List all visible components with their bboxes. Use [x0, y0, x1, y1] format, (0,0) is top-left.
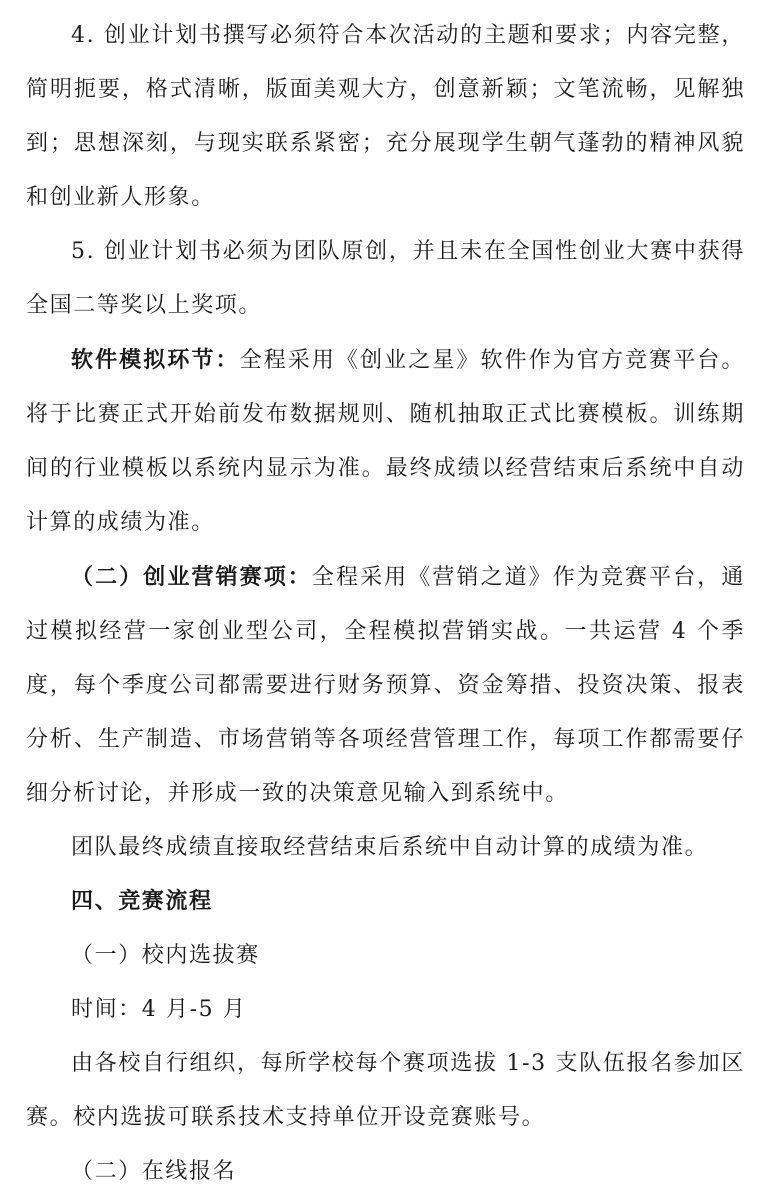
- software-simulation-label: 软件模拟环节：: [71, 347, 240, 373]
- section-heading-competition-process: 四、竞赛流程: [71, 889, 213, 914]
- marketing-track-text: 全程采用《营销之道》作为竞赛平台，通过模拟经营一家创业型公司，全程模拟营销实战。一共运营 4 个季度，每个季度公司都需要进行财务预算、资金筹措、投资决策、报表分析、生产制造、市场营销等各项经营管理工作，每项工作都需要仔细分析讨论，并形成一致的决策意见输入到系统中。: [26, 565, 745, 806]
- marketing-track-label: （二）创业营销赛项：: [71, 564, 312, 590]
- paragraph-plan-writing-requirements: 4. 创业计划书撰写必须符合本次活动的主题和要求；内容完整，简明扼要，格式清晰，版面美观大方，创意新颖；文笔流畅，见解独到；思想深刻，与现实联系紧密；充分展现学生朝气蓬勃的精神风貌和创业新人形象。: [26, 23, 745, 210]
- paragraph-plan-originality: 5. 创业计划书必须为团队原创，并且未在全国性创业大赛中获得全国二等奖以上奖项。: [26, 239, 745, 318]
- paragraph-marketing-track: [0, 550, 771, 821]
- paragraph-campus-organization: 由各校自行组织，每所学校每个赛项选拔 1-3 支队伍报名参加区赛。校内选拔可联系技术支持单位开设竞赛账号。: [26, 1051, 745, 1130]
- subheading-online-registration: （二）在线报名: [71, 1159, 237, 1184]
- paragraph-final-score: 团队最终成绩直接取经营结束后系统中自动计算的成绩为准。: [71, 835, 709, 860]
- paragraph-software-simulation: [0, 333, 771, 550]
- paragraph-time: 时间：4 月-5 月: [71, 997, 247, 1022]
- software-simulation-text: 全程采用《创业之星》软件作为官方竞赛平台。将于比赛正式开始前发布数据规则、随机抽取正式比赛模板。训练期间的行业模板以系统内显示为准。最终成绩以经营结束后系统中自动计算的成绩为准。: [26, 348, 745, 535]
- subheading-campus-selection: （一）校内选拔赛: [71, 943, 260, 968]
